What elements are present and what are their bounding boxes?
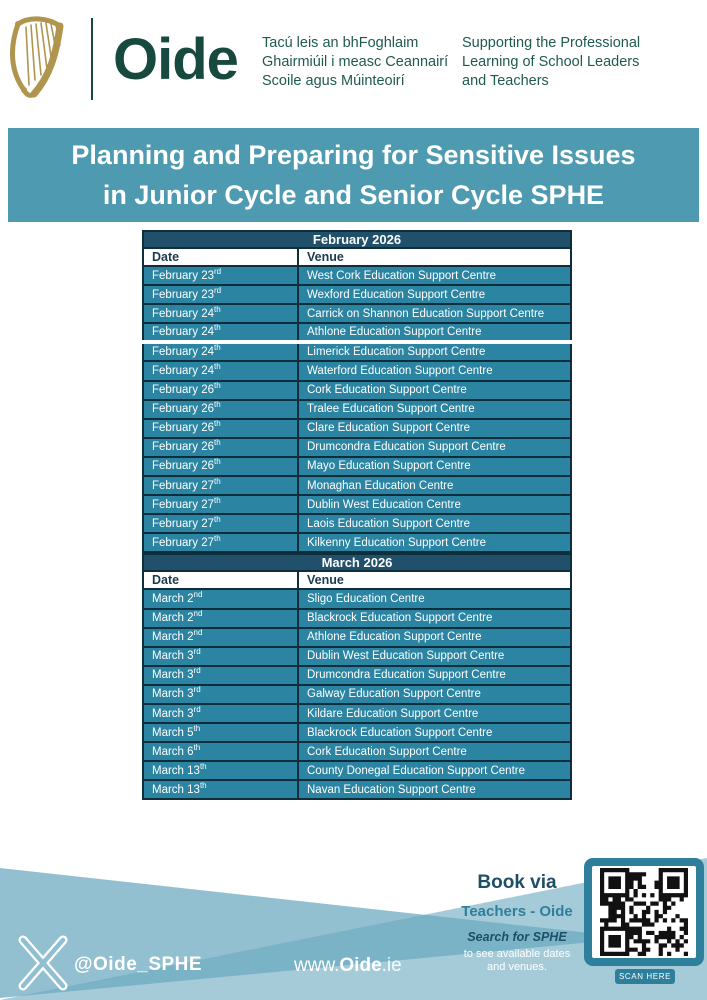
date-cell: February 23rd — [143, 266, 298, 285]
date-cell: March 6th — [143, 742, 298, 761]
venue-cell: Clare Education Support Centre — [298, 419, 571, 438]
schedule-row — [143, 685, 571, 704]
date-cell: February 24th — [143, 304, 298, 323]
date-cell: February 26th — [143, 419, 298, 438]
date-cell: February 26th — [143, 400, 298, 419]
venue-cell: Sligo Education Centre — [298, 589, 571, 608]
header — [0, 0, 707, 128]
schedule-row — [143, 628, 571, 647]
tagline-english — [462, 34, 652, 91]
month-header-march: March 2026 — [143, 554, 571, 571]
venue-cell: Tralee Education Support Centre — [298, 400, 571, 419]
date-cell: March 2nd — [143, 628, 298, 647]
date-cell: March 2nd — [143, 609, 298, 628]
availability-note-line1: to see available dates — [463, 948, 571, 960]
tagline-irish-line3: Scoile agus Múinteoirí — [262, 73, 405, 89]
date-cell: February 27th — [143, 495, 298, 514]
schedule-row — [143, 514, 571, 533]
schedule-row — [143, 285, 571, 304]
schedule-row — [143, 342, 571, 361]
schedule-row — [143, 438, 571, 457]
venue-cell: Laois Education Support Centre — [298, 514, 571, 533]
schedule-row — [143, 400, 571, 419]
column-header-venue: Venue — [298, 571, 571, 589]
date-cell: March 13th — [143, 761, 298, 780]
website-name: Oide — [339, 955, 382, 976]
schedule-row — [143, 266, 571, 285]
schedule-row — [143, 361, 571, 380]
venue-cell: Dublin West Education Centre — [298, 495, 571, 514]
schedule-row — [143, 419, 571, 438]
schedule-row — [143, 761, 571, 780]
venue-cell: Athlone Education Support Centre — [298, 323, 571, 342]
venue-cell: Galway Education Support Centre — [298, 685, 571, 704]
date-cell: March 3rd — [143, 647, 298, 666]
book-via-label: Book via — [477, 872, 557, 893]
venue-cell: Kildare Education Support Centre — [298, 704, 571, 723]
schedule-row — [143, 495, 571, 514]
venue-cell: Athlone Education Support Centre — [298, 628, 571, 647]
schedule-row — [143, 457, 571, 476]
schedule-row — [143, 609, 571, 628]
column-header-date: Date — [143, 248, 298, 266]
month-header-february: February 2026 — [143, 231, 571, 248]
oide-logo-text: Oide — [113, 26, 238, 92]
x-twitter-icon — [18, 935, 68, 991]
venue-cell: Drumcondra Education Support Centre — [298, 666, 571, 685]
date-cell: March 13th — [143, 780, 298, 799]
search-hint: Search for SPHE — [467, 930, 567, 944]
book-platform-label: Teachers - Oide — [461, 903, 573, 920]
date-cell: February 27th — [143, 533, 298, 552]
date-cell: February 27th — [143, 476, 298, 495]
schedule-row — [143, 647, 571, 666]
qr-code-icon[interactable] — [592, 866, 696, 958]
venue-cell: Waterford Education Support Centre — [298, 361, 571, 380]
website-link[interactable] — [294, 955, 402, 977]
tagline-english-line3: and Teachers — [462, 73, 549, 89]
tagline-english-line1: Supporting the Professional — [462, 35, 641, 51]
venue-cell: Carrick on Shannon Education Support Centre — [298, 304, 571, 323]
venue-cell: Mayo Education Support Centre — [298, 457, 571, 476]
venue-cell: Drumcondra Education Support Centre — [298, 438, 571, 457]
schedule-row — [143, 476, 571, 495]
date-cell: March 3rd — [143, 704, 298, 723]
schedule-row — [143, 381, 571, 400]
schedule-row — [143, 589, 571, 608]
date-cell: February 26th — [143, 381, 298, 400]
venue-cell: Navan Education Support Centre — [298, 780, 571, 799]
qr-panel — [584, 858, 704, 966]
tagline-irish-line2: Ghairmiúil i measc Ceannairí — [262, 54, 449, 70]
tagline-irish — [262, 34, 457, 91]
date-cell: February 23rd — [143, 285, 298, 304]
venue-cell: County Donegal Education Support Centre — [298, 761, 571, 780]
title-line1: Planning and Preparing for Sensitive Issues — [71, 140, 636, 170]
february-table — [142, 230, 572, 553]
venue-cell: West Cork Education Support Centre — [298, 266, 571, 285]
schedule-tables — [142, 230, 572, 800]
date-cell: February 24th — [143, 323, 298, 342]
schedule-row — [143, 533, 571, 552]
venue-cell: Cork Education Support Centre — [298, 742, 571, 761]
schedule-row — [143, 704, 571, 723]
schedule-row — [143, 304, 571, 323]
date-cell: February 24th — [143, 342, 298, 361]
schedule-row — [143, 780, 571, 799]
date-cell: February 27th — [143, 514, 298, 533]
availability-note-line2: and venues. — [487, 961, 547, 973]
schedule-row — [143, 666, 571, 685]
venue-cell: Cork Education Support Centre — [298, 381, 571, 400]
venue-cell: Blackrock Education Support Centre — [298, 609, 571, 628]
logo-divider — [91, 18, 93, 100]
title-banner — [8, 128, 699, 222]
column-header-date: Date — [143, 571, 298, 589]
date-cell: March 3rd — [143, 666, 298, 685]
footer — [0, 855, 707, 1000]
date-cell: February 26th — [143, 457, 298, 476]
website-tld: .ie — [381, 955, 402, 976]
scan-here-badge: SCAN HERE — [615, 969, 675, 984]
venue-cell: Limerick Education Support Centre — [298, 342, 571, 361]
schedule-row — [143, 323, 571, 342]
tagline-irish-line1: Tacú leis an bhFoghlaim — [262, 35, 419, 51]
date-cell: March 3rd — [143, 685, 298, 704]
website-prefix: www. — [294, 955, 340, 976]
title-line2: in Junior Cycle and Senior Cycle SPHE — [102, 180, 605, 210]
venue-cell: Monaghan Education Centre — [298, 476, 571, 495]
venue-cell: Dublin West Education Support Centre — [298, 647, 571, 666]
date-cell: March 5th — [143, 723, 298, 742]
x-handle-link[interactable]: @Oide_SPHE — [74, 954, 203, 975]
date-cell: February 24th — [143, 361, 298, 380]
column-header-venue: Venue — [298, 248, 571, 266]
date-cell: February 26th — [143, 438, 298, 457]
irish-harp-logo-icon — [10, 13, 72, 105]
venue-cell: Wexford Education Support Centre — [298, 285, 571, 304]
march-table — [142, 553, 572, 800]
booking-info — [450, 872, 584, 974]
date-cell: March 2nd — [143, 589, 298, 608]
schedule-row — [143, 723, 571, 742]
tagline-english-line2: Learning of School Leaders — [462, 54, 640, 70]
schedule-row — [143, 742, 571, 761]
venue-cell: Blackrock Education Support Centre — [298, 723, 571, 742]
venue-cell: Kilkenny Education Support Centre — [298, 533, 571, 552]
